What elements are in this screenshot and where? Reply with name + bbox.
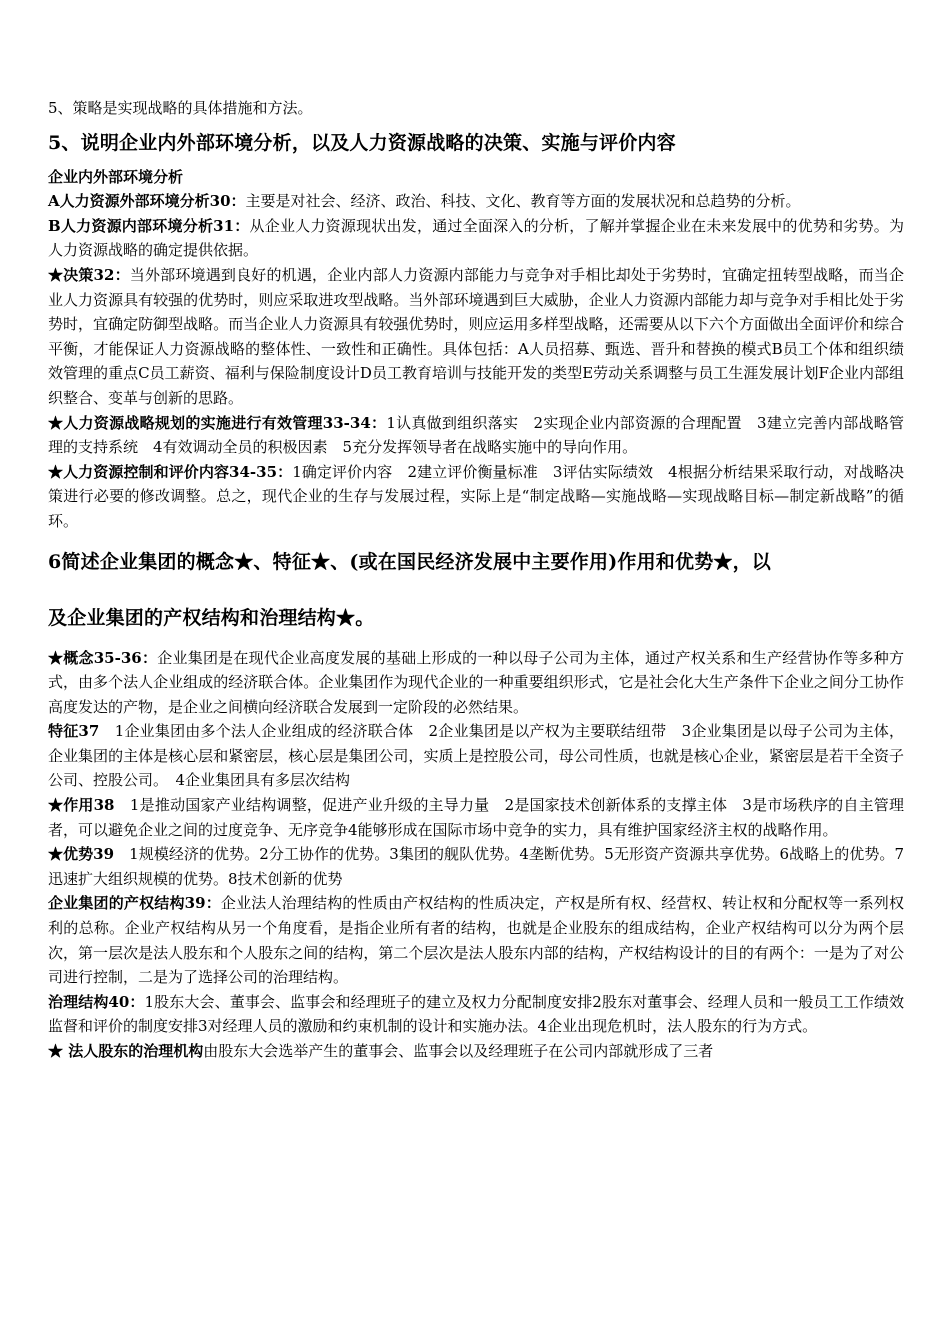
- concept-text: 企业集团是在现代企业高度发展的基础上形成的一种以母子公司为主体，通过产权关系和生产经营协作等多种方式，由多个法人企业组成的经济联合体。企业集团作为现代企业的一种重要组织形式，它是社会化大生产条件下企业之间分工协作高度发达的产物，是企业之间横向经济联合发展到一定阶段的必然结果。: [48, 648, 904, 716]
- property-structure-text: 企业法人治理结构的性质由产权结构的性质决定，产权是所有权、经营权、转让权和分配权等一系列权利的总称。企业产权结构从另一个角度看，是指企业所有者的结构，也就是企业股东的组成结构，企业产权结构可以分为两个层次，第一层次是法人股东和个人股东之间的结构，第二个层次是法人股东内部的结构，产权结构设计的目的有两个：一是为了对公司进行控制，二是为了选择公司的治理结构。: [48, 894, 904, 987]
- section6-heading-line2: 及企业集团的产权结构和治理结构★。: [48, 606, 375, 629]
- external-analysis-label: A人力资源外部环境分析30：: [48, 192, 246, 211]
- feature-text: 1企业集团由多个法人企业组成的经济联合体 2企业集团是以产权为主要联结纽带 3企业集团是以母子公司为主体，企业集团的主体是核心层和紧密层，核心层是集团公司，实质上是控股公司，母公司性质，也就是核心企业，紧密层是若干全资子公司、控股公司。 4企业集团具有多层次结构: [48, 722, 905, 790]
- internal-analysis-label: B人力资源内部环境分析31：: [48, 216, 250, 235]
- implementation-text: 1认真做到组织落实 2实现企业内部资源的合理配置 3建立完善内部战略管理的支持系统 4有效调动全员的积极因素 5充分发挥领导者在战略实施中的导向作用。: [48, 413, 904, 457]
- governance-paragraph: [48, 990, 904, 1039]
- strategy-line: 5、策略是实现战略的具体措施和方法。: [48, 99, 313, 117]
- decision-text: 当外部环境遇到良好的机遇，企业内部人力资源内部能力与竞争对手相比却处于劣势时，宜确定扭转型战略，而当企业人力资源具有较强的优势时，则应采取进攻型战略。当外部环境遇到巨大威胁，企业人力资源内部能力却与竞争对手相比处于劣势时，宜确定防御型战略。而当企业人力资源具有较强优势时，则应运用多样型战略，还需要从以下六个方面做出全面评价和综合平衡，才能保证人力资源战略的整体性、一致性和正确性。具体包括：A人员招募、甄选、晋升和替换的模式B员工个体和组织绩效管理的重点C员工薪资、福利与保险制度设计D员工教育培训与技能开发的类型E劳动关系调整与员工生涯发展计划F企业内部组织整合、变革与创新的思路。: [48, 265, 904, 407]
- decision-paragraph: [48, 263, 904, 411]
- feature-label: 特征37: [48, 722, 100, 741]
- implementation-paragraph: [48, 411, 904, 460]
- role-label: ★作用38: [48, 796, 115, 815]
- section6-heading-line1: 6简述企业集团的概念★、特征★、(或在国民经济发展中主要作用)作用和优势★，以: [48, 550, 772, 573]
- internal-analysis-text: 从企业人力资源现状出发，通过全面深入的分析，了解并掌握企业在未来发展中的优势和劣势。为人力资源战略的确定提供依据。: [48, 216, 904, 260]
- legal-shareholder-paragraph: [48, 1039, 904, 1064]
- internal-analysis-paragraph: [48, 214, 904, 263]
- control-label: ★人力资源控制和评价内容34-35：: [48, 462, 293, 481]
- feature-paragraph: [48, 719, 904, 793]
- concept-label: ★概念35-36：: [48, 648, 158, 667]
- external-analysis-paragraph: [48, 189, 904, 214]
- advantage-paragraph: [48, 842, 904, 891]
- property-structure-paragraph: [48, 891, 904, 989]
- concept-paragraph: [48, 646, 904, 720]
- control-paragraph: [48, 460, 904, 534]
- implementation-label: ★人力资源战略规划的实施进行有效管理33-34：: [48, 413, 387, 432]
- legal-shareholder-text: 由股东大会选举产生的董事会、监事会以及经理班子在公司内部就形成了三者: [203, 1042, 714, 1060]
- role-paragraph: [48, 793, 904, 842]
- external-analysis-text: 主要是对社会、经济、政治、科技、文化、教育等方面的发展状况和总趋势的分析。: [245, 192, 801, 211]
- legal-shareholder-label: ★ 法人股东的治理机构: [48, 1042, 204, 1060]
- property-structure-label: 企业集团的产权结构39：: [48, 894, 221, 913]
- section5-subhead: 企业内外部环境分析: [48, 167, 184, 186]
- section5-heading: 5、说明企业内外部环境分析，以及人力资源战略的决策、实施与评价内容: [48, 131, 676, 154]
- decision-label: ★决策32：: [48, 265, 130, 284]
- control-text: 1确定评价内容 2建立评价衡量标准 3评估实际绩效 4根据分析结果采取行动，对战略决策进行必要的修改调整。总之，现代企业的生存与发展过程，实际上是“制定战略—实施战略—实现战略目标—制定新战略”的循环。: [48, 462, 904, 530]
- document-content: [48, 96, 904, 1064]
- advantage-text: 1规模经济的优势。2分工协作的优势。3集团的舰队优势。4垄断优势。5无形资产资源共享优势。6战略上的优势。7迅速扩大组织规模的优势。8技术创新的优势: [48, 845, 904, 888]
- advantage-label: ★优势39: [48, 845, 115, 864]
- governance-text: 1股东大会、董事会、监事会和经理班子的建立及权力分配制度安排2股东对董事会、经理人员和一般员工工作绩效监督和评价的制度安排3对经理人员的激励和约束机制的设计和实施办法。4企业出现危机时，法人股东的行为方式。: [48, 992, 905, 1036]
- role-text: 1是推动国家产业结构调整，促进产业升级的主导力量 2是国家技术创新体系的支撑主体 3是市场秩序的自主管理者，可以避免企业之间的过度竞争、无序竞争4能够形成在国际市场中竞争的实力，具有维护国家经济主权的战略作用。: [48, 796, 905, 839]
- governance-label: 治理结构40：: [48, 992, 145, 1011]
